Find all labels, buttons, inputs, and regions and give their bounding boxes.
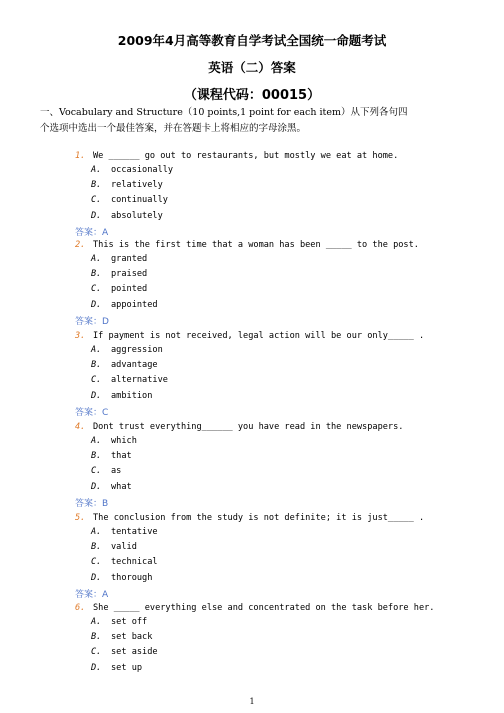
option-text: which xyxy=(111,436,137,446)
option-b xyxy=(91,180,163,190)
option-b xyxy=(91,269,147,279)
option-d xyxy=(91,300,158,310)
option-letter: D. xyxy=(91,572,102,583)
option-d xyxy=(91,211,163,221)
question-number: 5. xyxy=(75,513,86,523)
option-text: set back xyxy=(111,632,153,643)
question-text: The conclusion from the study is not definite; it is just_____ . xyxy=(93,513,425,523)
option-b xyxy=(91,360,158,370)
option-letter: D. xyxy=(91,662,102,673)
option-letter: B. xyxy=(91,269,102,280)
option-letter: A. xyxy=(91,165,102,175)
option-letter: D. xyxy=(91,210,102,221)
option-text: alternative xyxy=(111,375,168,386)
option-text: advantage xyxy=(111,360,158,371)
option-letter: C. xyxy=(91,466,102,477)
option-d xyxy=(91,391,152,401)
section-instructions-line1: 一、Vocabulary and Structure（10 points,1 point for each item）从下列各句四 xyxy=(40,107,408,118)
option-letter: A. xyxy=(91,254,102,264)
option-letter: A. xyxy=(91,345,102,355)
option-letter: A. xyxy=(91,436,102,446)
question-6 xyxy=(75,603,434,613)
page-number: 1 xyxy=(249,697,255,706)
option-letter: B. xyxy=(91,180,102,191)
question-number: 2. xyxy=(75,240,86,250)
option-letter: A. xyxy=(91,527,102,537)
option-letter: B. xyxy=(91,542,102,553)
option-b xyxy=(91,632,152,642)
option-text: ambition xyxy=(111,390,153,401)
question-text: Dont trust everything______ you have read in the newspapers. xyxy=(93,422,404,432)
option-b xyxy=(91,451,132,461)
question-number: 3. xyxy=(75,331,86,341)
option-letter: C. xyxy=(91,195,102,206)
question-2 xyxy=(75,240,419,250)
section-instructions xyxy=(40,105,480,137)
option-text: relatively xyxy=(111,180,163,191)
option-letter: B. xyxy=(91,632,102,643)
answer-key: 答案：C xyxy=(75,407,109,418)
exam-subtitle: 英语（二）答案 xyxy=(208,60,296,75)
option-letter: C. xyxy=(91,375,102,386)
question-text: This is the first time that a woman has been _____ to the post. xyxy=(93,240,419,250)
option-c xyxy=(91,284,147,294)
option-text: thorough xyxy=(111,572,153,583)
question-number: 6. xyxy=(75,603,86,613)
option-a xyxy=(91,527,158,537)
option-text: praised xyxy=(111,269,148,280)
option-text: set aside xyxy=(111,647,158,658)
option-text: appointed xyxy=(111,299,158,310)
answer-key: 答案：A xyxy=(75,227,109,238)
option-text: pointed xyxy=(111,284,148,295)
exam-title: 2009年4月高等教育自学考试全国统一命题考试 xyxy=(117,33,387,48)
option-text: what xyxy=(111,481,132,492)
answer-key: 答案：A xyxy=(75,589,109,600)
option-a xyxy=(91,436,137,446)
option-letter: A. xyxy=(91,617,102,627)
option-d xyxy=(91,573,152,583)
option-text: granted xyxy=(111,254,148,264)
question-text: If payment is not received, legal action will be our only_____ . xyxy=(93,331,425,341)
question-1 xyxy=(75,151,398,161)
option-text: tentative xyxy=(111,527,158,537)
option-a xyxy=(91,617,147,627)
option-letter: B. xyxy=(91,451,102,462)
option-text: set off xyxy=(111,617,148,627)
option-letter: C. xyxy=(91,647,102,658)
answer-key: 答案：B xyxy=(75,498,109,509)
option-d xyxy=(91,482,132,492)
option-text: set up xyxy=(111,662,143,673)
question-5 xyxy=(75,513,424,523)
option-text: continually xyxy=(111,195,168,206)
option-c xyxy=(91,647,158,657)
option-text: aggression xyxy=(111,345,163,355)
option-c xyxy=(91,375,168,385)
question-text: She _____ everything else and concentrated on the task before her. xyxy=(93,603,435,613)
option-text: absolutely xyxy=(111,210,163,221)
option-c xyxy=(91,195,168,205)
answer-key: 答案：D xyxy=(75,316,109,327)
option-text: valid xyxy=(111,542,137,553)
option-letter: D. xyxy=(91,390,102,401)
option-letter: C. xyxy=(91,284,102,295)
option-b xyxy=(91,542,137,552)
option-c xyxy=(91,557,158,567)
option-c xyxy=(91,466,121,476)
option-letter: D. xyxy=(91,481,102,492)
option-letter: C. xyxy=(91,557,102,568)
option-a xyxy=(91,254,147,264)
option-a xyxy=(91,165,173,175)
option-text: technical xyxy=(111,557,158,568)
option-a xyxy=(91,345,163,355)
question-3 xyxy=(75,331,424,341)
course-code: （课程代码：00015） xyxy=(183,88,321,103)
question-4 xyxy=(75,422,403,432)
option-letter: B. xyxy=(91,360,102,371)
question-number: 4. xyxy=(75,422,86,432)
option-text: that xyxy=(111,451,132,462)
section-instructions-line2: 个选项中选出一个最佳答案，并在答题卡上将相应的字母涂黑。 xyxy=(40,123,307,134)
question-text: We ______ go out to restaurants, but mostly we eat at home. xyxy=(93,151,399,161)
option-text: occasionally xyxy=(111,165,174,175)
question-number: 1. xyxy=(75,151,86,161)
option-text: as xyxy=(111,466,122,477)
option-d xyxy=(91,663,142,673)
option-letter: D. xyxy=(91,299,102,310)
